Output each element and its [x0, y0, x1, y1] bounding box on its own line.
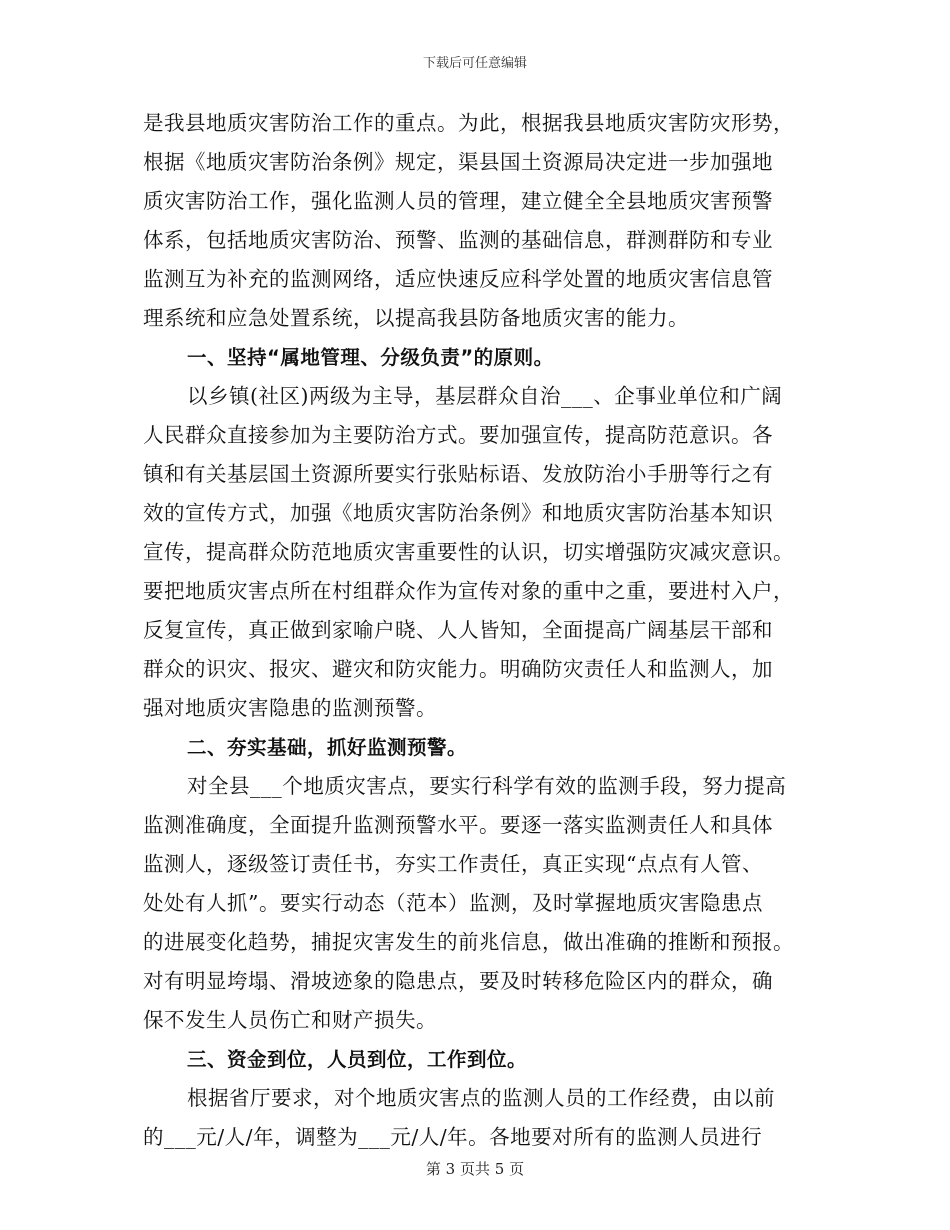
paragraph-line: 处处有人抓”。要实行动态（范本）监测，及时掌握地质灾害隐患点 [143, 891, 763, 915]
section-heading: 一、坚持“属地管理、分级负责”的原则。 [187, 346, 554, 369]
paragraph-line: 的进展变化趋势，捕捉灾害发生的前兆信息，做出准确的推断和预报。 [143, 930, 794, 954]
paragraph-line: 强对地质灾害隐患的监测预警。 [143, 696, 437, 720]
paragraph-first-line: 以乡镇(社区)两级为主导，基层群众自治___、企事业单位和广阔 [187, 384, 783, 408]
paragraph-line: 效的宣传方式，加强《地质灾害防治条例》和地质灾害防治基本知识 [143, 501, 773, 525]
paragraph-line: 根据《地质灾害防治条例》规定，渠县国土资源局决定进一步加强地 [143, 150, 773, 174]
paragraph-line: 要把地质灾害点所在村组群众作为宣传对象的重中之重，要进村入户， [143, 579, 794, 603]
page-header-note: 下载后可任意编辑 [422, 56, 527, 71]
paragraph-line: 反复宣传，真正做到家喻户晓、人人皆知，全面提高广阔基层干部和 [143, 618, 773, 642]
paragraph-line: 人民群众直接参加为主要防治方式。要加强宣传，提高防范意识。各 [143, 423, 773, 447]
paragraph-line: 的___元/人/年，调整为___元/人/年。各地要对所有的监测人员进行 [143, 1125, 763, 1149]
paragraph-line: 镇和有关基层国土资源所要实行张贴标语、发放防治小手册等行之有 [143, 462, 773, 486]
paragraph-line: 体系，包括地质灾害防治、预警、监测的基础信息，群测群防和专业 [143, 228, 773, 252]
paragraph-line: 监测准确度，全面提升监测预警水平。要逐一落实监测责任人和具体 [143, 813, 773, 837]
paragraph-first-line: 对全县___个地质灾害点，要实行科学有效的监测手段，努力提高 [187, 774, 787, 798]
section-heading: 三、资金到位，人员到位，工作到位。 [187, 1048, 528, 1071]
paragraph-line: 对有明显垮塌、滑坡迹象的隐患点，要及时转移危险区内的群众，确 [143, 969, 773, 993]
paragraph-first-line: 根据省厅要求，对个地质灾害点的监测人员的工作经费，由以前 [187, 1086, 775, 1110]
document-body [143, 104, 808, 1157]
paragraph-line: 宣传，提高群众防范地质灾害重要性的认识，切实增强防灾减灾意识。 [143, 540, 794, 564]
page-number: 第 3 页共 5 页 [425, 1160, 525, 1178]
paragraph-line: 理系统和应急处置系统，以提高我县防备地质灾害的能力。 [143, 306, 689, 330]
paragraph-line: 质灾害防治工作，强化监测人员的管理，建立健全全县地质灾害预警 [143, 189, 773, 213]
paragraph-line: 保不发生人员伤亡和财产损失。 [143, 1008, 437, 1032]
paragraph-line: 是我县地质灾害防治工作的重点。为此，根据我县地质灾害防灾形势， [143, 111, 794, 135]
paragraph-line: 监测人，逐级签订责任书，夯实工作责任，真正实现“点点有人管、 [143, 852, 763, 876]
paragraph-line: 监测互为补充的监测网络，适应快速反应科学处置的地质灾害信息管 [143, 267, 773, 291]
paragraph-line: 群众的识灾、报灾、避灾和防灾能力。明确防灾责任人和监测人，加 [143, 657, 773, 681]
section-heading: 二、夯实基础，抓好监测预警。 [187, 736, 468, 759]
